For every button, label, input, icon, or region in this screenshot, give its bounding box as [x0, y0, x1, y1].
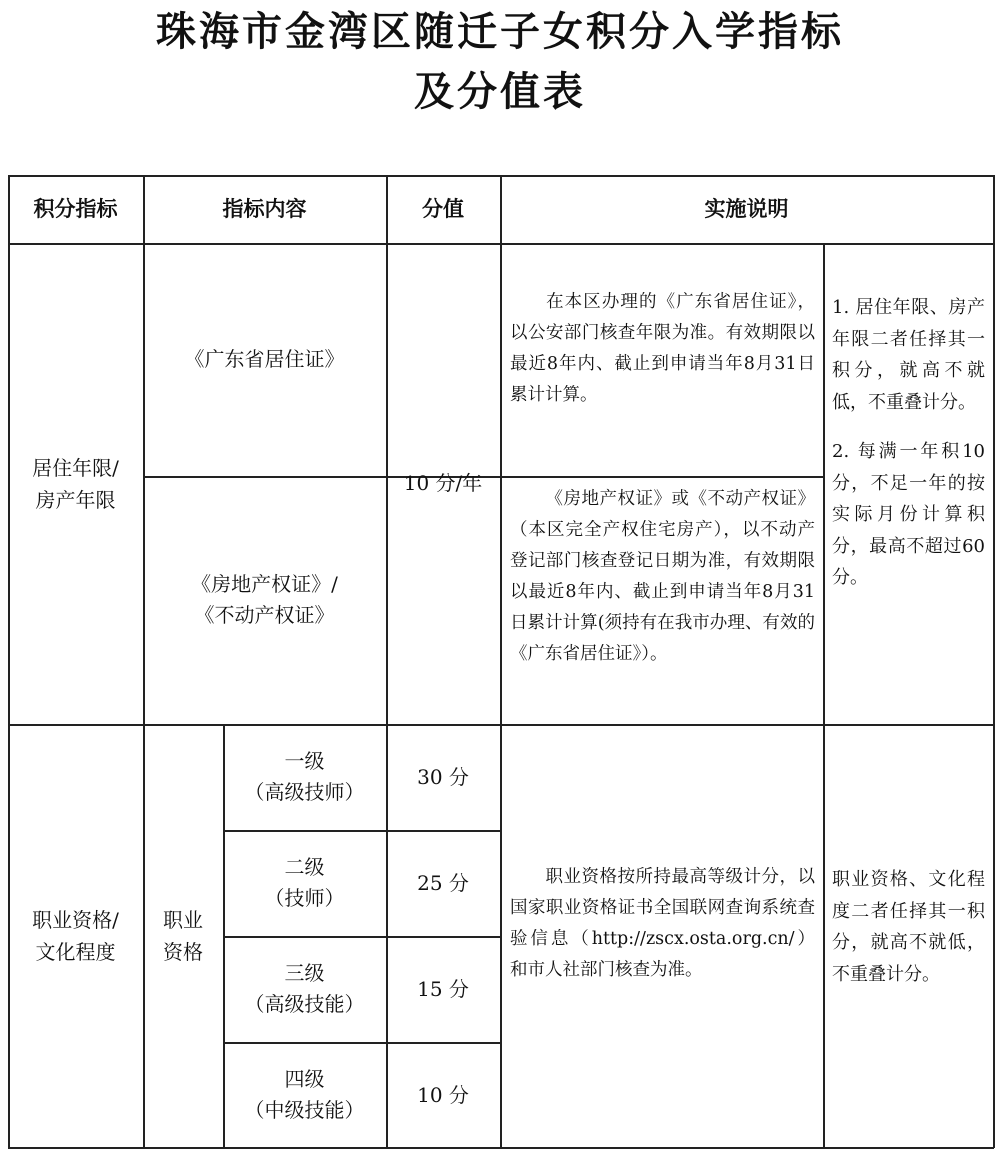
level-3-label: [223, 936, 386, 1042]
qualification-explanation-text: 职业资格按所持最高等级计分，以国家职业资格证书全国联网查询系统查验信息（http://zscx.osta.org.cn/）和市人社部门核查为准。: [510, 867, 815, 980]
level-4-name: 四级: [284, 1067, 325, 1091]
qualification-subindicator: 职业资格: [163, 908, 203, 964]
level-2-score: 25 分: [417, 870, 469, 895]
residence-score: 10 分/年: [403, 471, 483, 495]
level-4-score: 10 分: [417, 1082, 469, 1107]
property-certificate-line2: 《不动产权证》: [194, 603, 335, 627]
level-1-detail: （高级技师）: [244, 780, 365, 804]
header-content: 指标内容: [222, 196, 307, 221]
header-indicator: 积分指标: [33, 196, 118, 221]
qualification-indicator: 职业资格/文化程度: [32, 908, 119, 964]
residence-permit-explanation: [510, 287, 815, 411]
property-certificate-explanation-text: 《房地产权证》或《不动产权证》（本区完全产权住宅房产），以不动产登记部门核查登记日期为准，有效期限以最近8年内、截止到申请当年8月31日累计计算(须持有在我市办理、有效的《广东省居住证》）。: [510, 489, 815, 664]
residence-permit-explanation-text: 在本区办理的《广东省居住证》，以公安部门核查年限为准。有效期限以最近8年内、截止到申请当年8月31日累计计算。: [510, 292, 815, 405]
property-certificate-explanation: [510, 484, 815, 670]
level-1-score: 30 分: [417, 764, 469, 789]
residence-indicator: 居住年限/房产年限: [32, 455, 119, 512]
header-explanation: 实施说明: [704, 196, 789, 221]
level-2-name: 二级: [284, 855, 325, 879]
page-subtitle: 及分值表: [414, 69, 586, 115]
level-4-label: [223, 1042, 386, 1148]
residence-note-2: 2. 每满一年积10分，不足一年的按实际月份计算积分，最高不超过60分。: [832, 441, 985, 588]
header-score: 分值: [422, 196, 464, 221]
property-certificate-content: [143, 476, 386, 724]
qualification-note: 职业资格、文化程度二者任择其一积分，就高不就低，不重叠计分。: [832, 869, 985, 985]
property-certificate-line1: 《房地产权证》/: [191, 572, 338, 596]
residence-notes: [832, 292, 985, 612]
level-2-label: [223, 830, 386, 936]
level-3-score: 15 分: [417, 976, 469, 1001]
level-4-detail: （中级技能）: [244, 1098, 365, 1122]
page-title: 珠海市金湾区随迁子女积分入学指标: [156, 9, 844, 55]
level-3-name: 三级: [284, 961, 325, 985]
qualification-explanation: [510, 862, 815, 986]
level-1-name: 一级: [284, 749, 325, 773]
level-3-detail: （高级技能）: [244, 992, 365, 1016]
level-1-label: [223, 724, 386, 830]
residence-permit-content: 《广东省居住证》: [184, 347, 345, 371]
level-2-detail: （技师）: [264, 886, 345, 910]
residence-note-1: 1. 居住年限、房产年限二者任择其一积分，就高不就低，不重叠计分。: [832, 297, 985, 413]
